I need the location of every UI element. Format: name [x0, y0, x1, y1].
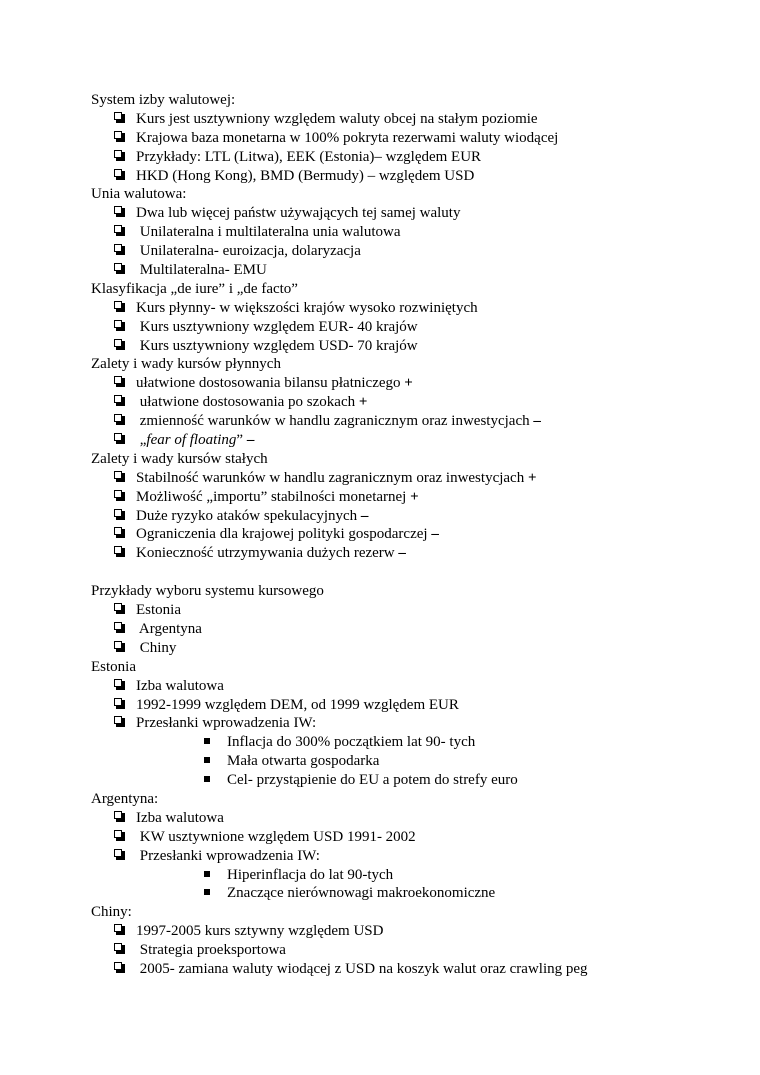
minus-sign: –	[246, 432, 255, 449]
list-item: 1997-2005 kurs sztywny względem USD	[91, 922, 731, 941]
list-item: Przesłanki wprowadzenia IW:	[91, 714, 731, 733]
sub-list-item: Cel- przystąpienie do EU a potem do strefy euro	[91, 771, 731, 790]
list-item: Izba walutowa	[91, 809, 731, 828]
list-item: Możliwość „importu” stabilności monetarnej +	[91, 488, 731, 507]
section-heading-chiny: Chiny:	[91, 904, 132, 921]
shadowed-square-icon	[114, 943, 126, 955]
list-item: zmienność warunków w handlu zagranicznym oraz inwestycjach –	[91, 412, 731, 431]
minus-sign: –	[533, 413, 541, 430]
list-item: Unilateralna- euroizacja, dolaryzacja	[91, 242, 731, 261]
section-heading-plynne: Zalety i wady kursów płynnych	[91, 356, 281, 373]
shadowed-square-icon	[114, 112, 126, 124]
section-heading-argentyna: Argentyna:	[91, 790, 159, 807]
shadowed-square-icon	[114, 376, 126, 388]
list-item: 1992-1999 względem DEM, od 1999 względem EUR	[91, 696, 731, 715]
list-item: Argentyna	[91, 620, 731, 639]
plus-sign: +	[404, 375, 413, 392]
shadowed-square-icon	[114, 641, 126, 653]
sub-list-item: Inflacja do 300% początkiem lat 90- tych	[91, 733, 731, 752]
shadowed-square-icon	[114, 546, 126, 558]
list-item: ułatwione dostosowania po szokach +	[91, 393, 731, 412]
list-item: Krajowa baza monetarna w 100% pokryta rezerwami waluty wiodącej	[91, 129, 731, 148]
list-item: „fear of floating” –	[91, 431, 731, 450]
shadowed-square-icon	[114, 244, 126, 256]
blank-line	[91, 563, 731, 582]
list-item: Duże ryzyko ataków spekulacyjnych –	[91, 507, 731, 526]
shadowed-square-icon	[114, 395, 126, 407]
list-item: Ograniczenia dla krajowej polityki gospodarczej –	[91, 525, 731, 544]
shadowed-square-icon	[114, 414, 126, 426]
list-item: Konieczność utrzymywania dużych rezerw –	[91, 544, 731, 563]
shadowed-square-icon	[114, 830, 126, 842]
shadowed-square-icon	[114, 301, 126, 313]
section-heading-klasyfikacja: Klasyfikacja „de iure” i „de facto”	[91, 280, 298, 297]
shadowed-square-icon	[114, 622, 126, 634]
sub-list-item: Znaczące nierównowagi makroekonomiczne	[91, 884, 731, 903]
shadowed-square-icon	[114, 263, 126, 275]
shadowed-square-icon	[114, 150, 126, 162]
shadowed-square-icon	[114, 716, 126, 728]
shadowed-square-icon	[114, 433, 126, 445]
list-item: 2005- zamiana waluty wiodącej z USD na koszyk walut oraz crawling peg	[91, 960, 731, 979]
document-page	[91, 91, 731, 979]
shadowed-square-icon	[114, 490, 126, 502]
filled-square-icon	[204, 871, 210, 877]
filled-square-icon	[204, 889, 210, 895]
list-item: Unilateralna i multilateralna unia walutowa	[91, 223, 731, 242]
sub-list-item: Hiperinflacja do lat 90-tych	[91, 866, 731, 885]
shadowed-square-icon	[114, 509, 126, 521]
shadowed-square-icon	[114, 527, 126, 539]
list-item: HKD (Hong Kong), BMD (Bermudy) – względem USD	[91, 167, 731, 186]
shadowed-square-icon	[114, 924, 126, 936]
list-item: ułatwione dostosowania bilansu płatniczego +	[91, 374, 731, 393]
shadowed-square-icon	[114, 603, 126, 615]
list-item: Przesłanki wprowadzenia IW:	[91, 847, 731, 866]
section-heading-izba: System izby walutowej:	[91, 92, 236, 108]
minus-sign: –	[360, 507, 369, 524]
plus-sign: +	[358, 394, 368, 411]
shadowed-square-icon	[114, 811, 126, 823]
sub-list-item: Mała otwarta gospodarka	[91, 752, 731, 771]
section-heading-stale: Zalety i wady kursów stałych	[91, 450, 268, 467]
list-item: Strategia proeksportowa	[91, 941, 731, 960]
list-item: Kurs usztywniony względem EUR- 40 krajów	[91, 318, 731, 337]
section-heading-unia: Unia walutowa:	[91, 186, 187, 203]
shadowed-square-icon	[114, 962, 126, 974]
shadowed-square-icon	[114, 698, 126, 710]
list-item: Chiny	[91, 639, 731, 658]
shadowed-square-icon	[114, 339, 126, 351]
list-item: Stabilność warunków w handlu zagranicznym oraz inwestycjach +	[91, 469, 731, 488]
shadowed-square-icon	[114, 679, 126, 691]
shadowed-square-icon	[114, 169, 126, 181]
list-item: Dwa lub więcej państw używających tej samej waluty	[91, 204, 731, 223]
shadowed-square-icon	[114, 225, 126, 237]
plus-sign: +	[410, 488, 419, 505]
list-item: Izba walutowa	[91, 677, 731, 696]
list-item: Przykłady: LTL (Litwa), EEK (Estonia)– względem EUR	[91, 148, 731, 167]
plus-sign: +	[527, 469, 537, 486]
list-item: Kurs usztywniony względem USD- 70 krajów	[91, 337, 731, 356]
minus-sign: –	[398, 545, 406, 562]
filled-square-icon	[204, 757, 210, 763]
section-heading-przyklady: Przykłady wyboru systemu kursowego	[91, 583, 324, 600]
shadowed-square-icon	[114, 471, 126, 483]
list-item: Estonia	[91, 601, 731, 620]
filled-square-icon	[204, 776, 210, 782]
list-item: Kurs jest usztywniony względem waluty obcej na stałym poziomie	[91, 110, 731, 129]
list-item: Kurs płynny- w większości krajów wysoko rozwiniętych	[91, 299, 731, 318]
shadowed-square-icon	[114, 206, 126, 218]
list-item: KW usztywnione względem USD 1991- 2002	[91, 828, 731, 847]
shadowed-square-icon	[114, 320, 126, 332]
minus-sign: –	[431, 526, 439, 543]
filled-square-icon	[204, 738, 210, 744]
shadowed-square-icon	[114, 131, 126, 143]
section-heading-estonia: Estonia	[91, 658, 136, 675]
shadowed-square-icon	[114, 849, 126, 861]
list-item: Multilateralna- EMU	[91, 261, 731, 280]
